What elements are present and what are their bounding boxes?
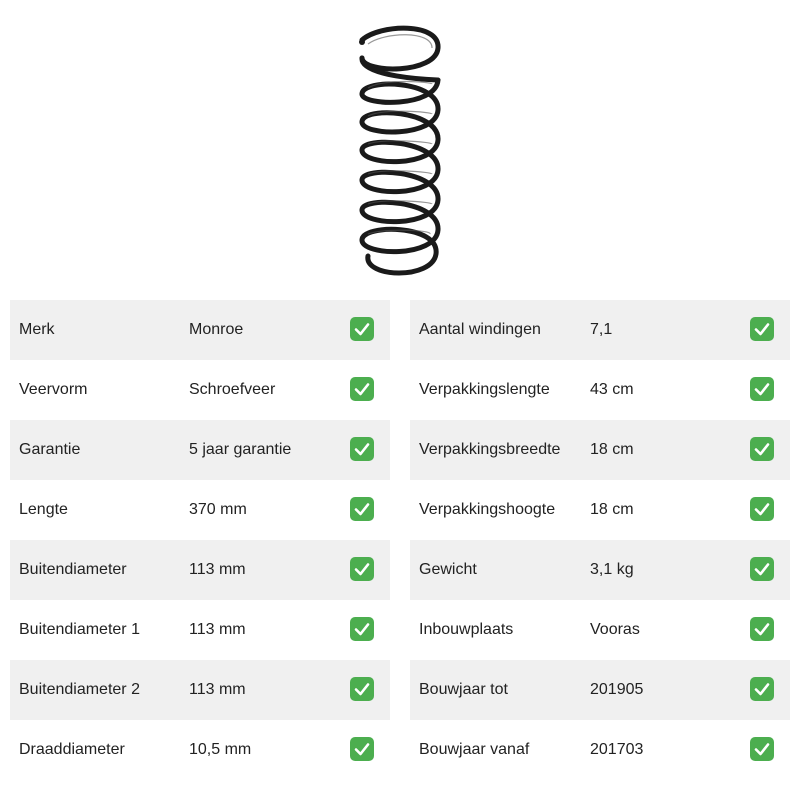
spec-row — [410, 300, 790, 360]
spec-value: 3,1 kg — [590, 561, 634, 578]
spec-label: Veervorm — [19, 381, 88, 398]
spec-value: 43 cm — [590, 381, 634, 398]
spec-value: 7,1 — [590, 321, 613, 338]
check-mark-icon — [350, 497, 374, 521]
check-mark-icon — [750, 677, 774, 701]
check-mark-icon — [750, 497, 774, 521]
spec-row — [410, 660, 790, 720]
check-mark-icon — [350, 437, 374, 461]
spec-label: Gewicht — [419, 561, 477, 578]
spec-label: Aantal windingen — [419, 321, 541, 338]
spec-row — [10, 420, 390, 480]
spec-value: 113 mm — [189, 681, 246, 698]
spec-row — [10, 720, 390, 780]
spec-label: Draaddiameter — [19, 741, 125, 758]
spec-value: 201905 — [590, 681, 644, 698]
check-mark-icon — [750, 437, 774, 461]
spec-value: 201703 — [590, 741, 644, 758]
coil-spring-icon — [340, 18, 460, 282]
spec-value: 5 jaar garantie — [189, 441, 292, 458]
check-mark-icon — [350, 317, 374, 341]
spec-row — [410, 360, 790, 420]
spec-row — [410, 720, 790, 780]
check-mark-icon — [350, 377, 374, 401]
spec-value: 113 mm — [189, 561, 246, 578]
spec-label: Lengte — [19, 501, 68, 518]
check-mark-icon — [750, 617, 774, 641]
spec-label: Verpakkingshoogte — [419, 501, 556, 518]
spec-label: Verpakkingslengte — [419, 381, 550, 398]
spec-label: Bouwjaar vanaf — [419, 741, 530, 758]
check-mark-icon — [350, 617, 374, 641]
spec-row — [410, 420, 790, 480]
spec-row — [410, 540, 790, 600]
check-mark-icon — [350, 737, 374, 761]
check-mark-icon — [750, 317, 774, 341]
spec-table-left — [10, 300, 390, 780]
spec-row — [10, 600, 390, 660]
spec-row — [10, 540, 390, 600]
spec-row — [410, 480, 790, 540]
spec-value: 18 cm — [590, 441, 634, 458]
spec-value: Schroefveer — [189, 381, 276, 398]
spec-table-right — [410, 300, 790, 780]
spec-label: Bouwjaar tot — [419, 681, 508, 698]
check-mark-icon — [750, 737, 774, 761]
spec-value: 113 mm — [189, 621, 246, 638]
coil-spring-image — [340, 18, 460, 282]
spec-row — [10, 360, 390, 420]
check-mark-icon — [750, 557, 774, 581]
spec-row — [410, 600, 790, 660]
spec-value: 10,5 mm — [189, 741, 252, 758]
spec-label: Garantie — [19, 441, 81, 458]
spec-row — [10, 300, 390, 360]
spec-row — [10, 660, 390, 720]
spec-label: Verpakkingsbreedte — [419, 441, 561, 458]
check-mark-icon — [350, 677, 374, 701]
spec-label: Merk — [19, 321, 55, 338]
spec-value: 370 mm — [189, 501, 247, 518]
spec-value: Vooras — [590, 621, 640, 638]
spec-label: Buitendiameter 1 — [19, 621, 140, 638]
spec-row — [10, 480, 390, 540]
spec-label: Buitendiameter — [19, 561, 127, 578]
check-mark-icon — [750, 377, 774, 401]
check-mark-icon — [350, 557, 374, 581]
spec-value: Monroe — [189, 321, 244, 338]
spec-label: Inbouwplaats — [419, 621, 514, 638]
spec-label: Buitendiameter 2 — [19, 681, 140, 698]
spec-value: 18 cm — [590, 501, 634, 518]
